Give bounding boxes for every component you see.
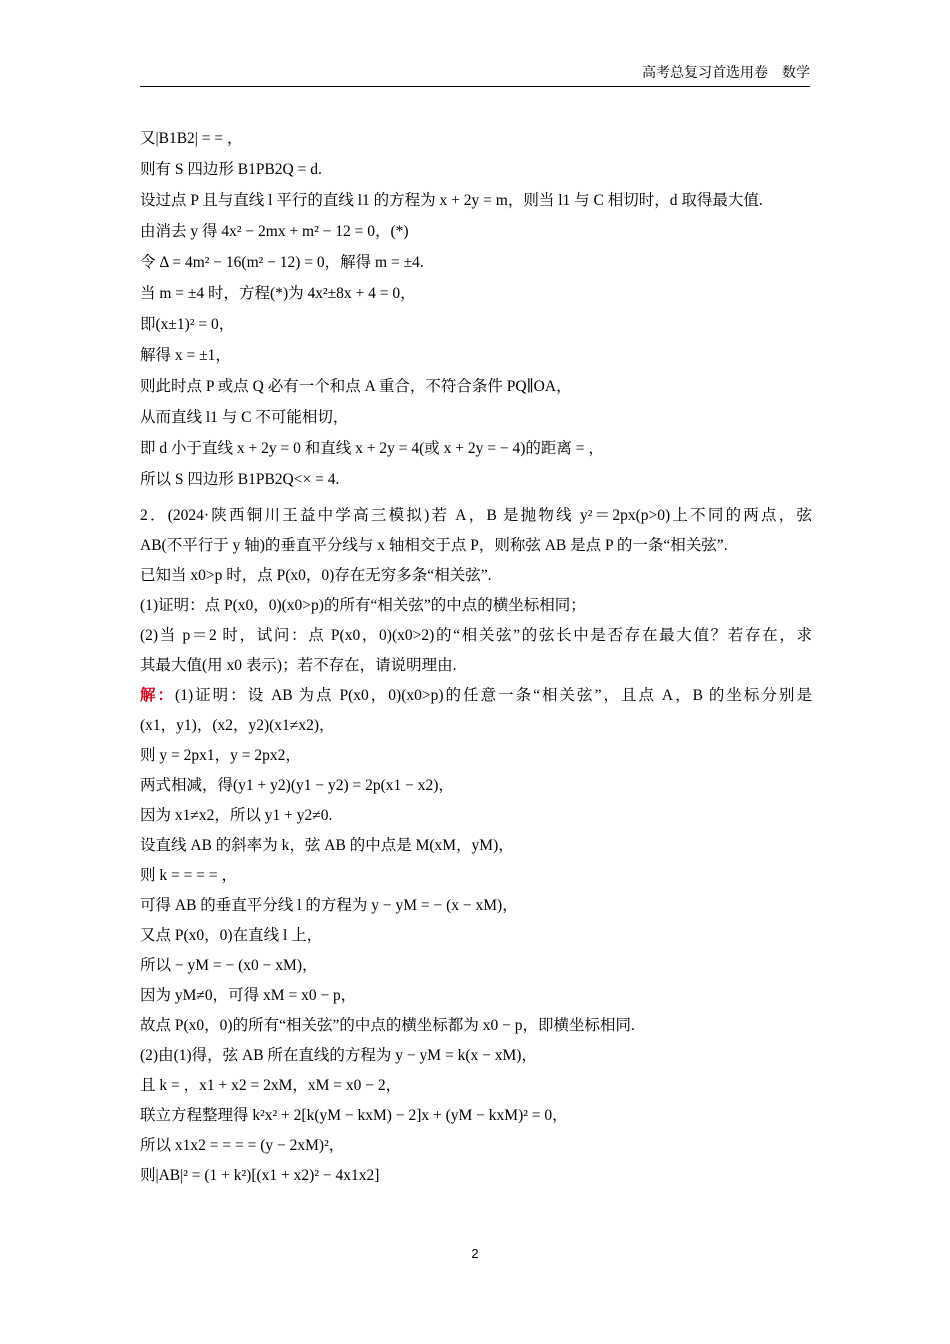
text-line: 由消去 y 得 4x² − 2mx + m² − 12 = 0，(*) — [140, 223, 409, 240]
solution-line: 因为 x1≠x2，所以 y1 + y2≠0. — [140, 807, 333, 824]
solution-line: (2)由(1)得，弦 AB 所在直线的方程为 y − yM = k(x − xM)， — [140, 1047, 537, 1064]
section-1 — [140, 123, 812, 495]
solution-line: 所以 − yM = − (x0 − xM)， — [140, 957, 318, 974]
solution-label: 解： — [140, 687, 176, 704]
solution-line: 所以 x1x2 = = = = (y − 2xM)²， — [140, 1137, 345, 1154]
page-header — [140, 62, 810, 87]
solution — [140, 681, 812, 1191]
solution-line: 则 y = 2px1，y = 2px2， — [140, 747, 301, 764]
solution-line: 联立方程整理得 k²x² + 2[k(yM − kxM) − 2]x + (yM − kxM)² = 0， — [140, 1107, 568, 1124]
solution-text: (1)证明：设 AB 为点 P(x0，0)(x0>p)的任意一条“相关弦”，且点 A，B 的坐标分别是 — [175, 687, 812, 704]
text-line: 则此时点 P 或点 Q 必有一个和点 A 重合，不符合条件 PQ∥OA， — [140, 378, 572, 395]
problem-line: 已知当 x0>p 时，点 P(x0，0)存在无穷多条“相关弦”. — [140, 567, 492, 584]
solution-line: 则 k = = = = ， — [140, 867, 237, 884]
solution-line: (x1，y1)，(x2，y2)(x1≠x2)， — [140, 717, 335, 734]
text-line: 设过点 P 且与直线 l 平行的直线 l1 的方程为 x + 2y = m，则当 l1 与 C 相切时，d 取得最大值. — [140, 192, 763, 209]
solution-line: 且 k = ，x1 + x2 = 2xM，xM = x0 − 2， — [140, 1077, 402, 1094]
text-line: 所以 S 四边形 B1PB2Q<× = 4. — [140, 471, 340, 488]
problem-line: AB(不平行于 y 轴)的垂直平分线与 x 轴相交于点 P，则称弦 AB 是点 P 的一条“相关弦”. — [140, 537, 728, 554]
text-line: 解得 x = ±1， — [140, 347, 231, 364]
problem-line: (1)证明：点 P(x0，0)(x0>p)的所有“相关弦”的中点的横坐标相同； — [140, 597, 586, 614]
text-line: 又|B1B2| = = ， — [140, 130, 243, 147]
page-number: 2 — [471, 1246, 479, 1261]
solution-line: 故点 P(x0，0)的所有“相关弦”的中点的横坐标都为 x0 − p，即横坐标相同. — [140, 1017, 635, 1034]
solution-line: 又点 P(x0，0)在直线 l 上， — [140, 927, 323, 944]
solution-line: 设直线 AB 的斜率为 k，弦 AB 的中点是 M(xM，yM)， — [140, 837, 514, 854]
problem-line: 2．(2024·陕西铜川王益中学高三模拟)若 A，B 是抛物线 y²＝2px(p>0)上不同的两点，弦 — [140, 507, 812, 524]
problem-line: 其最大值(用 x0 表示)；若不存在，请说明理由. — [140, 657, 457, 674]
text-line: 即(x±1)² = 0， — [140, 316, 235, 333]
problem-statement — [140, 501, 812, 681]
solution-line: 则|AB|² = (1 + k²)[(x1 + x2)² − 4x1x2] — [140, 1167, 380, 1184]
text-line: 当 m = ±4 时，方程(*)为 4x²±8x + 4 = 0， — [140, 285, 416, 302]
solution-line: 两式相减，得(y1 + y2)(y1 − y2) = 2p(x1 − x2)， — [140, 777, 454, 794]
solution-first-line — [140, 681, 812, 711]
header-title: 高考总复习首选用卷 数学 — [642, 66, 810, 81]
text-line: 即 d 小于直线 x + 2y = 0 和直线 x + 2y = 4(或 x + 2y = − 4)的距离 = ， — [140, 440, 604, 457]
text-line: 令 Δ = 4m² − 16(m² − 12) = 0，解得 m = ±4. — [140, 254, 424, 271]
solution-line: 因为 yM≠0，可得 xM = x0 − p， — [140, 987, 357, 1004]
page-content — [140, 123, 812, 1191]
solution-line: 可得 AB 的垂直平分线 l 的方程为 y − yM = − (x − xM)， — [140, 897, 518, 914]
text-line: 则有 S 四边形 B1PB2Q = d. — [140, 161, 322, 178]
text-line: 从而直线 l1 与 C 不可能相切， — [140, 409, 349, 426]
problem-line: (2)当 p＝2 时，试问：点 P(x0，0)(x0>2)的“相关弦”的弦长中是否存在最大值？若存在，求 — [140, 627, 812, 644]
